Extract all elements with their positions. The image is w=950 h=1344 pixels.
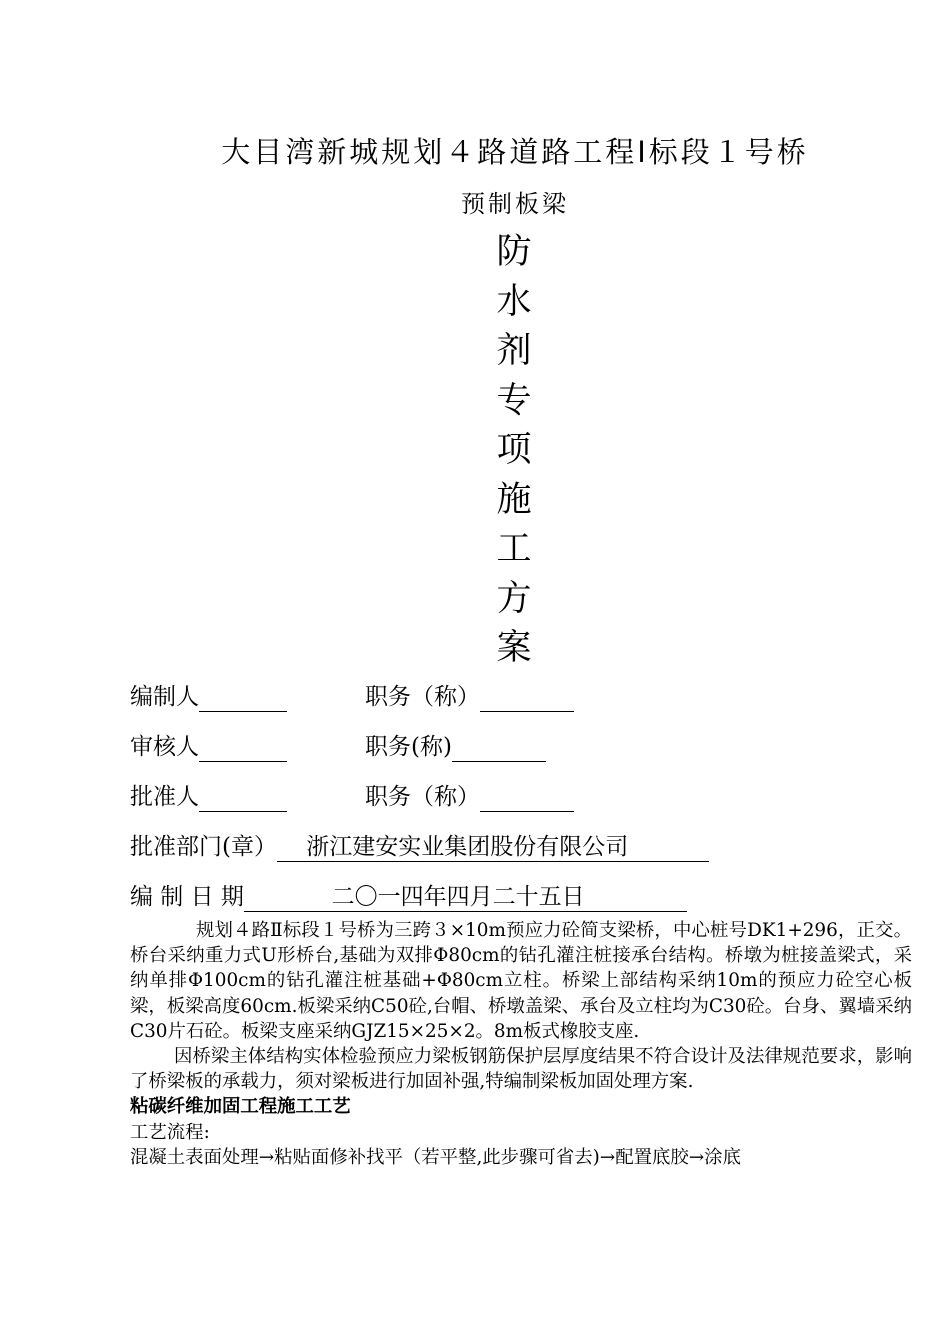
reviewer-field	[130, 732, 287, 762]
document-subtitle: 预制板梁	[461, 190, 569, 218]
vertical-title-char: 工	[496, 529, 532, 569]
compiler-title-field	[365, 682, 574, 712]
approver-title-label: 职务（称）	[365, 784, 480, 810]
approval-dept-value-wrap	[277, 834, 709, 862]
approval-dept-field	[130, 832, 709, 862]
compiler-title-blank	[480, 685, 574, 712]
body-paragraph: 因桥梁主体结构实体检验预应力梁板钢筋保护层厚度结果不符合设计及法律规范要求，影响了桥梁板的承载力，须对梁板进行加固补强,特编制梁板加固处理方案.	[130, 1046, 912, 1093]
compiler-blank	[199, 685, 287, 712]
section-heading: 粘碳纤维加固工程施工工艺	[130, 1096, 351, 1118]
compile-date-value: 二〇一四年四月二十五日	[331, 884, 585, 910]
approval-dept-value: 浙江建安实业集团股份有限公司	[306, 834, 629, 860]
document-body	[130, 918, 912, 1170]
approver-label: 批准人	[130, 784, 199, 810]
process-flow-text: 混凝土表面处理→粘贴面修补找平（若平整,此步骤可省去)→配置底胶→涂底	[130, 1146, 741, 1168]
reviewer-title-label: 职务(称)	[365, 734, 452, 760]
compile-date-field	[130, 882, 687, 912]
document-title: 大目湾新城规划４路道路工程Ⅰ标段１号桥	[221, 135, 809, 169]
compiler-label: 编制人	[130, 684, 199, 710]
compile-date-label: 编 制 日 期	[130, 884, 244, 910]
process-flow-label: 工艺流程:	[130, 1121, 210, 1143]
vertical-title-char: 水	[496, 281, 532, 322]
vertical-title	[492, 228, 536, 674]
vertical-title-char: 方	[496, 578, 532, 619]
reviewer-blank	[199, 735, 287, 762]
reviewer-label: 审核人	[130, 734, 199, 760]
compile-date-value-wrap	[244, 884, 687, 912]
vertical-title-char: 剂	[496, 331, 532, 371]
approver-title-field	[365, 782, 574, 812]
compiler-field	[130, 682, 287, 712]
reviewer-title-blank	[452, 735, 546, 762]
compiler-title-label: 职务（称）	[365, 684, 480, 710]
vertical-title-char: 项	[496, 430, 532, 470]
vertical-title-char: 案	[496, 628, 532, 668]
body-paragraph: 规划４路Ⅱ标段１号桥为三跨３×10m预应力砼简支梁桥，中心桩号DK1+296，正交。桥台采纳重力式U形桥台,基础为双排Φ80cm的钻孔灌注桩接承台结构。桥墩为桩接盖梁式，采纳单排Φ100cm的钻孔灌注桩基础+Φ80cm立柱。桥梁上部结构采纳10m的预应力砼空心板梁，板梁高度60cm.板梁采纳C50砼,台帽、桥墩盖梁、承台及立柱均为C30砼。台身、翼墙采纳C30片石砼。板梁支座采纳GJZ15×25×2。8m板式橡胶支座.	[130, 920, 912, 1042]
approver-title-blank	[480, 785, 574, 812]
approver-blank	[199, 785, 287, 812]
approval-dept-label: 批准部门(章）	[130, 834, 277, 860]
vertical-title-char: 防	[496, 232, 532, 272]
approver-field	[130, 782, 287, 812]
vertical-title-char: 施	[496, 479, 532, 520]
reviewer-title-field	[365, 732, 546, 762]
vertical-title-char: 专	[496, 380, 532, 421]
